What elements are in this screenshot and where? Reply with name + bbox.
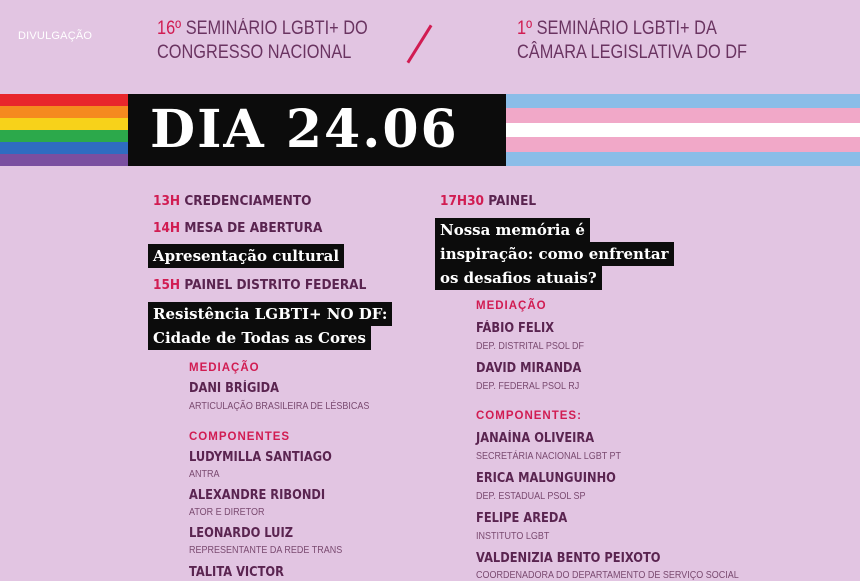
person-name: VALDENIZIA BENTO PEIXOTO: [476, 551, 661, 566]
panel-title-line: os desafios atuais?: [435, 266, 602, 290]
flag-stripe: [0, 118, 130, 130]
schedule-item-abertura: [153, 219, 322, 237]
time-label: 13H: [153, 193, 181, 209]
person-role: DEP. ESTADUAL PSOL SP: [476, 491, 586, 502]
header-left: [157, 17, 368, 65]
schedule-label: MESA DE ABERTURA: [184, 220, 323, 236]
cultural-title: Apresentação cultural: [148, 244, 344, 268]
flag-stripe: [0, 154, 130, 166]
schedule-label: PAINEL DISTRITO FEDERAL: [184, 277, 367, 293]
person-role: ANTRA: [189, 469, 220, 480]
person-name: DAVID MIRANDA: [476, 361, 582, 376]
person-role: DEP. DISTRITAL PSOL DF: [476, 341, 585, 352]
mediacao-label: MEDIAÇÃO: [476, 300, 547, 312]
time-label: 15H: [153, 277, 181, 293]
person-role: REPRESENTANTE DA REDE TRANS: [189, 545, 343, 556]
header-right-line1: SEMINÁRIO LGBTI+ DA: [536, 18, 717, 39]
person-role: DEP. FEDERAL PSOL RJ: [476, 381, 580, 392]
header-divider-slash: [407, 25, 433, 64]
flag-stripe: [0, 94, 130, 106]
schedule-item-painel: [440, 192, 536, 210]
flag-stripe: [505, 137, 860, 151]
time-label: 17H30: [440, 193, 484, 209]
header-left-line1: SEMINÁRIO LGBTI+ DO: [185, 18, 368, 39]
person-name: FELIPE AREDA: [476, 511, 568, 526]
schedule-item-painel-df: [153, 276, 366, 294]
flag-stripe: [505, 123, 860, 137]
event-date: DIA 24.06: [150, 99, 459, 160]
panel-title-line: Resistência LGBTI+ NO DF:: [148, 302, 392, 326]
panel-title-line: Nossa memória é: [435, 218, 590, 242]
person-name: DANI BRÍGIDA: [189, 381, 279, 396]
person-name: ALEXANDRE RIBONDI: [189, 488, 326, 503]
flag-stripe: [0, 142, 130, 154]
person-name: JANAÍNA OLIVEIRA: [476, 431, 595, 446]
person-name: FÁBIO FELIX: [476, 321, 555, 336]
schedule-label: CREDENCIAMENTO: [184, 193, 312, 209]
rainbow-flag: [0, 94, 130, 166]
schedule-item-credenciamento: [153, 192, 311, 210]
componentes-label: COMPONENTES:: [476, 410, 582, 422]
flag-stripe: [505, 152, 860, 166]
panel-title-line: Cidade de Todas as Cores: [148, 326, 371, 350]
header-left-line2: CONGRESSO NACIONAL: [157, 42, 352, 63]
person-name: LEONARDO LUIZ: [189, 526, 294, 541]
person-role: ARTICULAÇÃO BRASILEIRA DE LÉSBICAS: [189, 401, 370, 412]
panel-title-line: inspiração: como enfrentar: [435, 242, 674, 266]
header-right: [517, 17, 747, 65]
person-name: TALITA VICTOR: [189, 565, 284, 580]
flag-stripe: [505, 108, 860, 122]
mediacao-label: MEDIAÇÃO: [189, 362, 260, 374]
person-role: COORDENADORA DO DEPARTAMENTO DE SERVIÇO SOCIAL: [476, 570, 739, 581]
schedule-label: PAINEL: [488, 193, 537, 209]
person-role: SECRETÁRIA NACIONAL LGBT PT: [476, 451, 622, 462]
trans-flag: [505, 94, 860, 166]
panel-title-memoria: [435, 218, 674, 290]
person-role: INSTITUTO LGBT: [476, 531, 550, 542]
flag-stripe: [505, 94, 860, 108]
person-name: LUDYMILLA SANTIAGO: [189, 450, 332, 465]
time-label: 14H: [153, 220, 181, 236]
person-role: ATOR E DIRETOR: [189, 507, 265, 518]
person-name: ERICA MALUNGUINHO: [476, 471, 616, 486]
panel-title-df: [148, 302, 392, 350]
cultural-block: [148, 244, 344, 268]
header-left-number: 16º: [157, 18, 182, 39]
header-right-line2: CÂMARA LEGISLATIVA DO DF: [517, 42, 748, 63]
componentes-label: COMPONENTES: [189, 431, 291, 443]
flag-stripe: [0, 130, 130, 142]
header-right-number: 1º: [517, 18, 533, 39]
divulgacao-tag: DIVULGAÇÃO: [18, 30, 93, 42]
flag-stripe: [0, 106, 130, 118]
